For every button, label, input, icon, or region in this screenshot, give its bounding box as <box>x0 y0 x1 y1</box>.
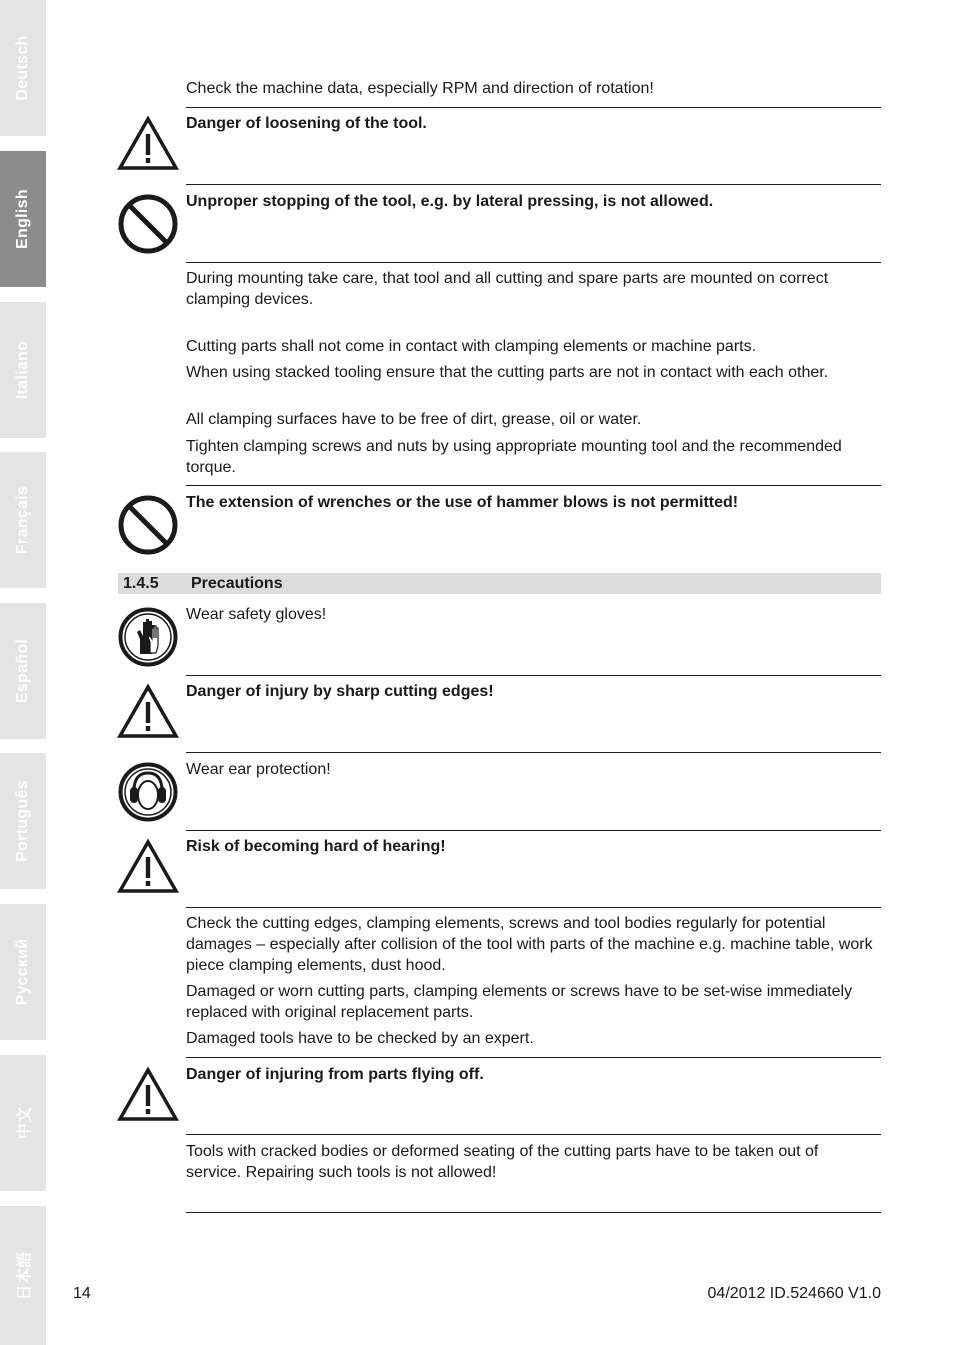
ear-protection-icon <box>117 761 179 823</box>
divider <box>186 830 881 831</box>
paragraph-wrenches: The extension of wrenches or the use of hammer blows is not permitted! <box>186 494 739 511</box>
warning-triangle-icon <box>117 113 179 175</box>
tab-label: Deutsch <box>14 35 31 101</box>
paragraph-cutting-parts: Cutting parts shall not come in contact with clamping elements or machine parts. <box>186 338 757 355</box>
warning-sharp-edges: Danger of injury by sharp cutting edges! <box>186 683 494 700</box>
divider <box>186 1212 881 1213</box>
paragraph-tighten: Tighten clamping screws and nuts by using appropriate mounting tool and the recommended torque. <box>186 438 842 476</box>
paragraph-cracked: Tools with cracked bodies or deformed seating of the cutting parts have to be taken out of service. Repairing such tools is not allowed! <box>186 1143 819 1181</box>
tab-portugues[interactable] <box>0 753 46 889</box>
paragraph-ear: Wear ear protection! <box>186 761 331 778</box>
tab-francais[interactable] <box>0 452 46 588</box>
paragraph-check-edges: Check the cutting edges, clamping elements, screws and tool bodies regularly for potential damages – especially after collision of the tool with parts of the machine e.g. machine table, work piece clamping elements, dust hood. <box>186 915 873 974</box>
divider <box>186 675 881 676</box>
divider <box>186 262 881 263</box>
prohibition-icon <box>117 494 179 556</box>
tab-deutsch[interactable] <box>0 0 46 136</box>
warning-flying: Danger of injuring from parts flying off. <box>186 1066 484 1083</box>
gloves-icon <box>117 606 179 668</box>
tab-italiano[interactable] <box>0 302 46 438</box>
tab-label: Italiano <box>14 340 31 400</box>
prohibition-icon <box>117 193 179 255</box>
paragraph-surfaces: All clamping surfaces have to be free of dirt, grease, oil or water. <box>186 411 642 428</box>
warning-loosening: Danger of loosening of the tool. <box>186 115 427 132</box>
tab-label: 日本語 <box>16 1251 34 1300</box>
divider <box>186 107 881 108</box>
section-title: Precautions <box>191 575 283 592</box>
divider <box>186 1057 881 1058</box>
tab-label: Français <box>14 485 31 555</box>
tab-russian[interactable] <box>0 904 46 1040</box>
divider <box>186 752 881 753</box>
tab-label: Español <box>14 638 31 704</box>
section-number: 1.4.5 <box>123 575 159 592</box>
tab-label: Português <box>14 780 31 862</box>
paragraph-stacked: When using stacked tooling ensure that the cutting parts are not in contact with each other. <box>186 364 829 381</box>
paragraph-damaged-tools: Damaged tools have to be checked by an expert. <box>186 1030 534 1047</box>
tab-english[interactable] <box>0 151 46 287</box>
document-id: 04/2012 ID.524660 V1.0 <box>707 1285 881 1302</box>
paragraph-check-machine: Check the machine data, especially RPM and direction of rotation! <box>186 80 654 97</box>
tab-label: English <box>14 189 31 249</box>
warning-triangle-icon <box>117 836 179 898</box>
tab-japanese[interactable] <box>0 1206 46 1345</box>
warning-triangle-icon <box>117 1064 179 1126</box>
paragraph-damaged-worn: Damaged or worn cutting parts, clamping elements or screws have to be set-wise immediately replaced with original replacement parts. <box>186 983 853 1021</box>
paragraph-gloves: Wear safety gloves! <box>186 606 327 623</box>
warning-triangle-icon <box>117 681 179 743</box>
tab-label: Русский <box>14 938 31 1006</box>
warning-hearing: Risk of becoming hard of hearing! <box>186 838 446 855</box>
section-heading <box>118 573 881 594</box>
tab-label: 中文 <box>16 1106 34 1140</box>
divider <box>186 907 881 908</box>
page-number: 14 <box>73 1285 91 1302</box>
tab-chinese[interactable] <box>0 1055 46 1191</box>
divider <box>186 184 881 185</box>
divider <box>186 485 881 486</box>
paragraph-unproper-stopping: Unproper stopping of the tool, e.g. by lateral pressing, is not allowed. <box>186 193 714 210</box>
tab-espanol[interactable] <box>0 603 46 739</box>
paragraph-mounting: During mounting take care, that tool and all cutting and spare parts are mounted on correct clamping devices. <box>186 270 829 308</box>
divider <box>186 1134 881 1135</box>
